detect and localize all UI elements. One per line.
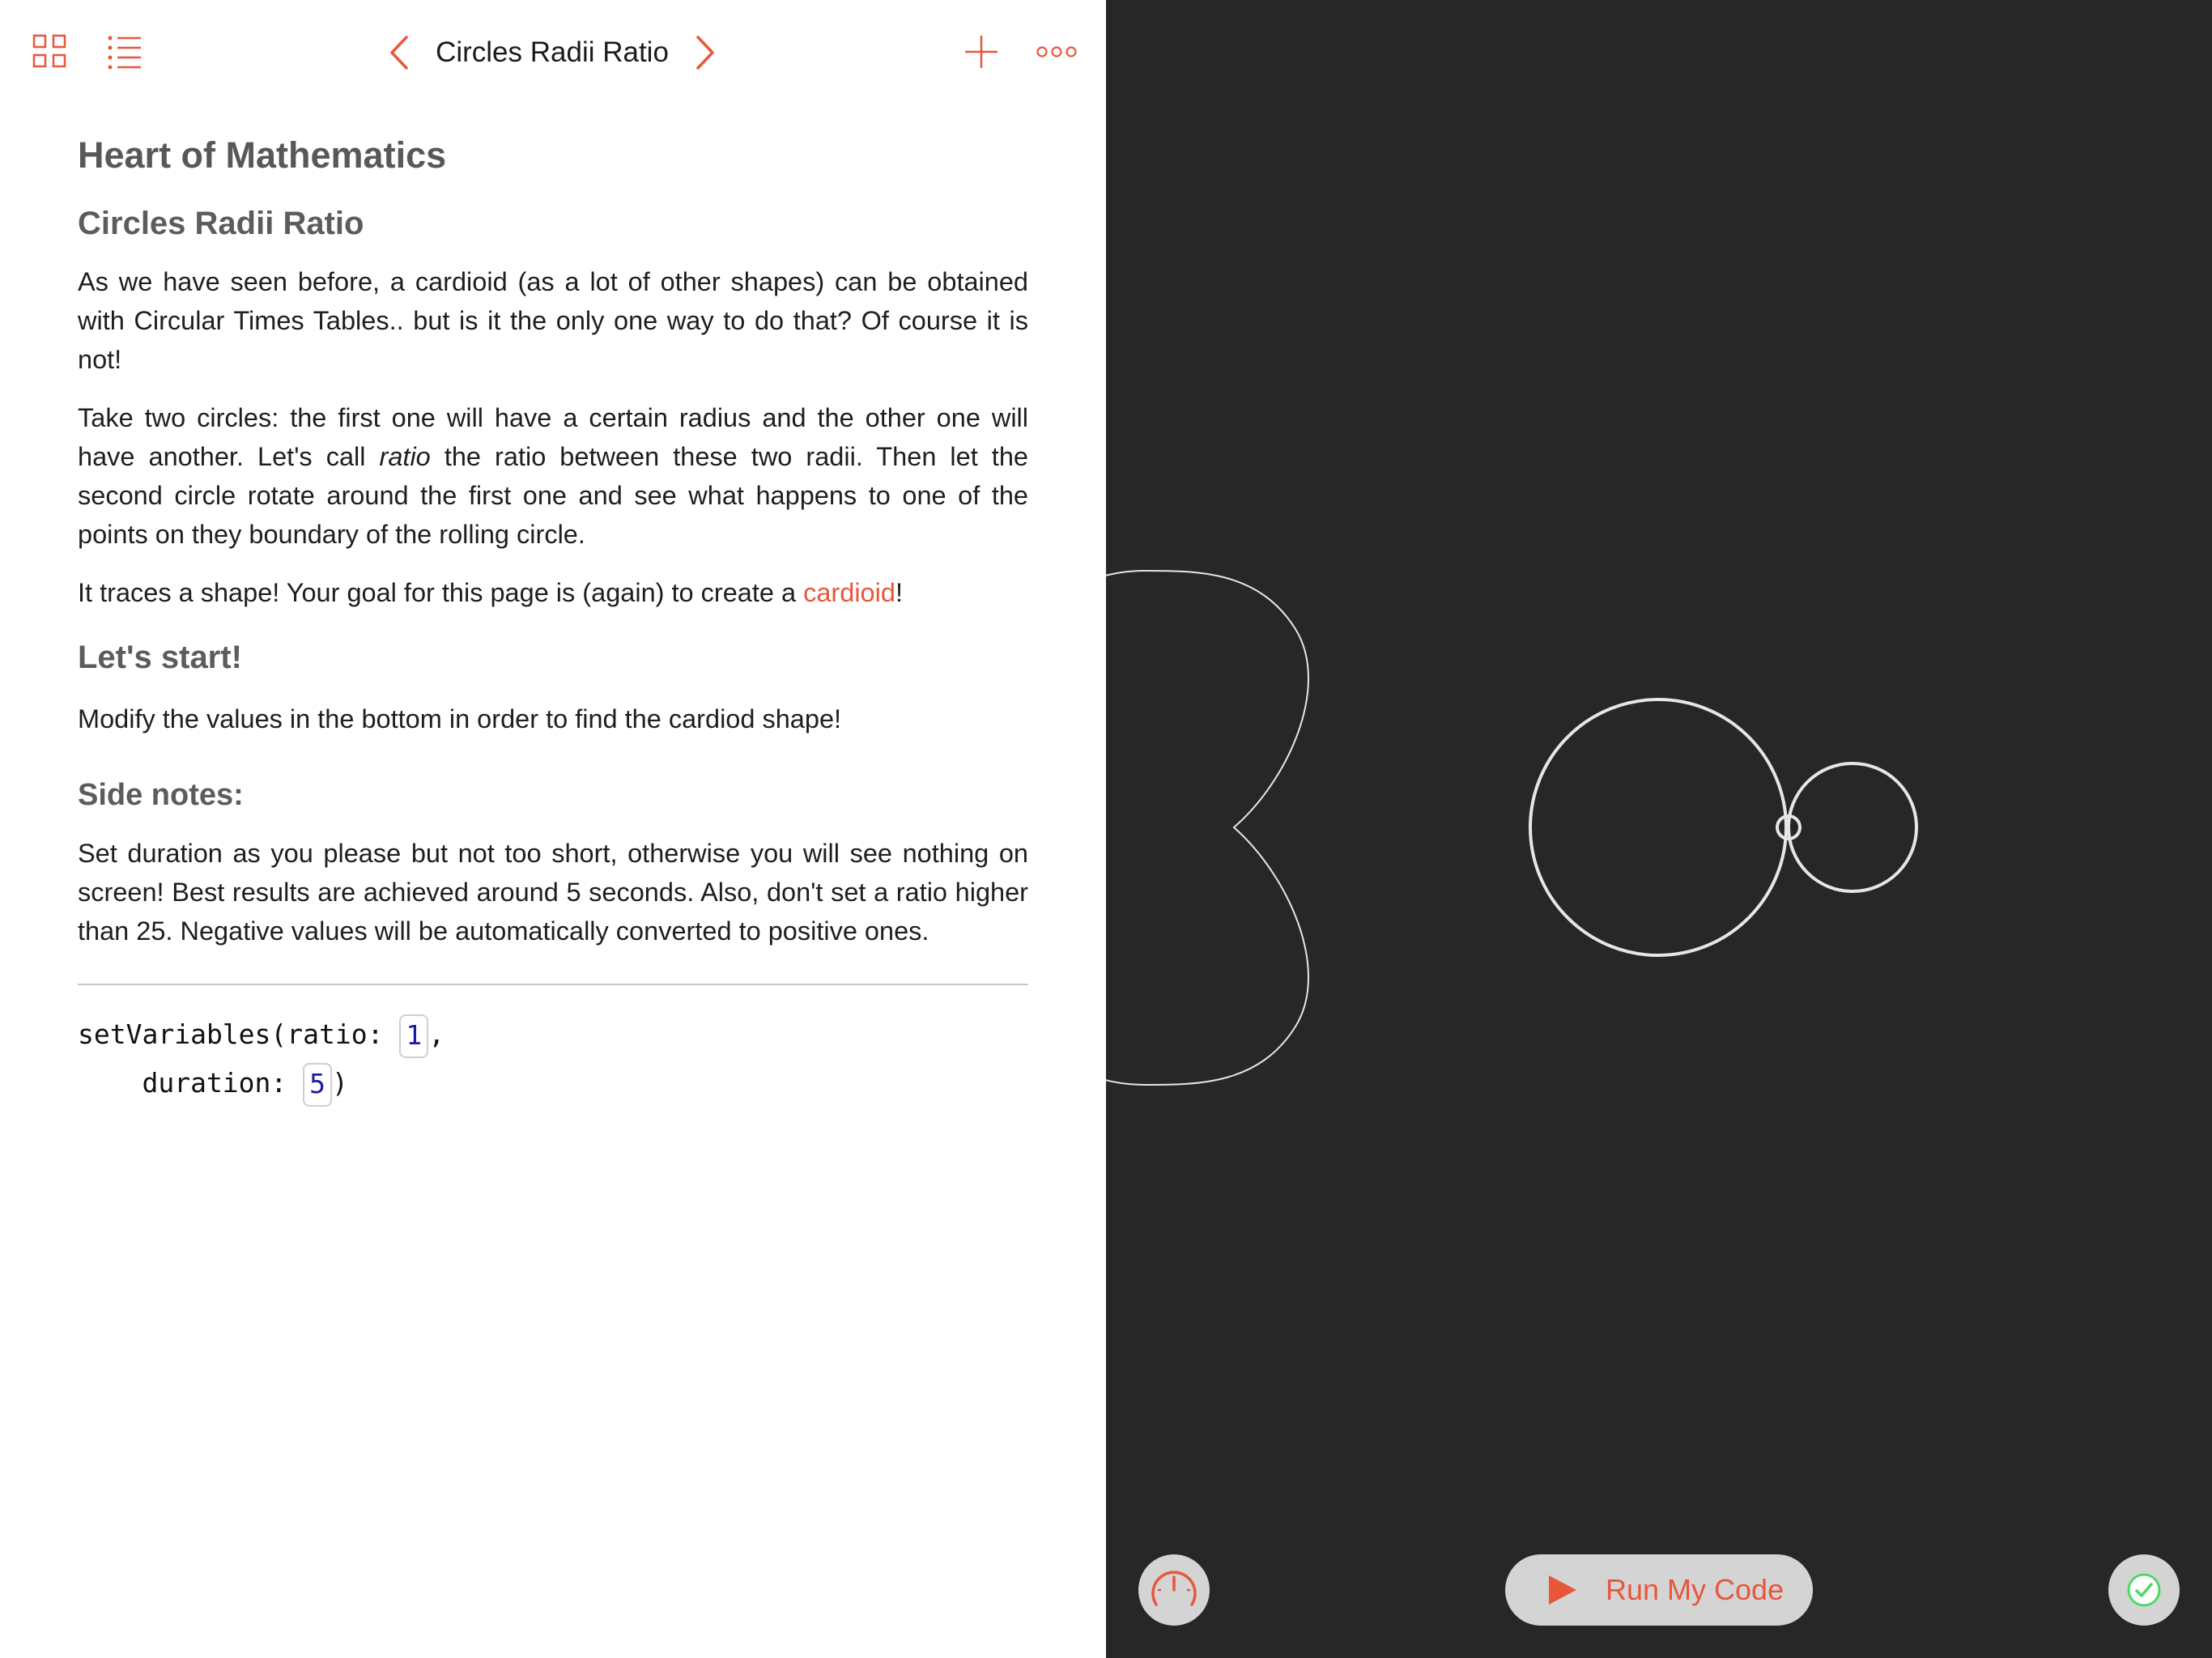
- speedometer-button[interactable]: [1138, 1554, 1210, 1626]
- ratio-value-field[interactable]: 1: [399, 1014, 428, 1058]
- chevron-left-icon[interactable]: [385, 32, 413, 73]
- live-view-pane: [1106, 0, 2212, 1658]
- paragraph-side-notes: Set duration as you please but not too short, otherwise you will see nothing on screen! Best results are achieved around 5 seconds. Also, don't set a ratio higher than 25. Negative values will be automatically converted to positive ones.: [78, 839, 1028, 946]
- cardioid-link[interactable]: cardioid: [803, 578, 895, 607]
- run-my-code-button[interactable]: [1505, 1554, 1813, 1626]
- paragraph-two-circles: [78, 398, 1028, 554]
- section-lets-start: Let's start!: [78, 640, 242, 675]
- live-view-canvas: [1106, 0, 2212, 1658]
- code-line: [78, 1012, 445, 1057]
- paragraph-text: It traces a shape! Your goal for this page is (again) to create a: [78, 578, 804, 607]
- paragraph-intro: As we have seen before, a cardioid (as a lot of other shapes) can be obtained with Circular Times Tables.. but is it the only one way to do that? Of course it is not!: [78, 267, 1028, 374]
- paragraph-instructions: Modify the values in the bottom in order to find the cardiod shape!: [78, 704, 842, 733]
- duration-value-field[interactable]: 5: [303, 1063, 332, 1107]
- speedometer-icon: [1138, 1554, 1210, 1626]
- rolling-circle: [1789, 763, 1916, 891]
- code-text: duration:: [78, 1067, 304, 1099]
- doc-heading: Heart of Mathematics: [78, 134, 447, 176]
- paragraph-goal: [78, 573, 1028, 612]
- paragraph-text: the ratio between these two radii. Then let the second circle rotate around the first one and see what happens to one of the points on they boundary of the rolling circle.: [78, 442, 1028, 549]
- code-text: setVariables(ratio:: [78, 1018, 400, 1050]
- cardioid-trace: [1106, 571, 1308, 1085]
- plus-icon[interactable]: [963, 34, 999, 70]
- doc-subheading: Circles Radii Ratio: [78, 206, 364, 241]
- run-button-label: Run My Code: [1606, 1573, 1784, 1606]
- toolbar: [0, 0, 1106, 105]
- code-text: ): [332, 1067, 348, 1099]
- checkmark-icon: [2108, 1554, 2180, 1626]
- prose-content: [78, 121, 1028, 950]
- grid-icon[interactable]: [32, 34, 68, 70]
- more-icon[interactable]: [1036, 42, 1077, 62]
- code-line: [78, 1061, 348, 1106]
- ratio-term: ratio: [379, 442, 431, 471]
- play-icon: [1546, 1574, 1578, 1606]
- fixed-circle: [1530, 699, 1786, 955]
- paragraph-text: !: [895, 578, 903, 607]
- page-title: Circles Radii Ratio: [436, 36, 669, 68]
- checkmark-button[interactable]: [2108, 1554, 2180, 1626]
- code-text: ,: [428, 1018, 445, 1050]
- chevron-right-icon[interactable]: [691, 32, 719, 73]
- section-side-notes: Side notes:: [78, 778, 244, 812]
- divider: [78, 984, 1028, 985]
- list-icon[interactable]: [107, 34, 143, 70]
- paragraph-text: Take two circles: the first one will have a certain radius and the other one will have another. Let's call: [78, 403, 1028, 471]
